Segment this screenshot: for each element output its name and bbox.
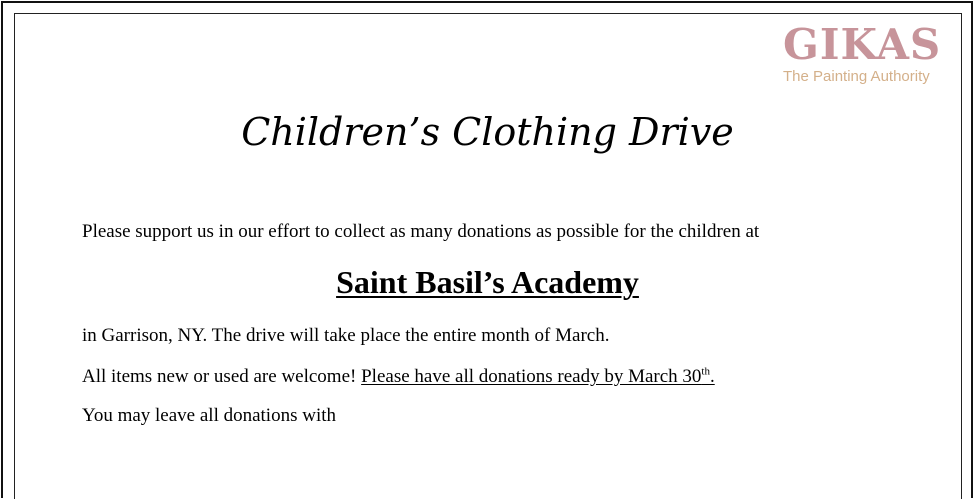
- deadline-ordinal-suffix: th: [701, 365, 710, 378]
- intro-paragraph: Please support us in our effort to collect as many donations as possible for the children at: [82, 221, 760, 242]
- academy-heading: [0, 262, 975, 302]
- items-lead-text: All items new or used are welcome!: [82, 366, 362, 387]
- deadline-text: [361, 366, 715, 387]
- leave-donations-paragraph: You may leave all donations with: [82, 405, 337, 426]
- location-paragraph: in Garrison, NY. The drive will take place the entire month of March.: [82, 325, 610, 346]
- gikas-logo: [775, 20, 945, 86]
- items-paragraph: [82, 366, 715, 388]
- academy-name: Saint Basil’s Academy: [336, 264, 639, 300]
- logo-tagline: The Painting Authority: [783, 68, 930, 85]
- deadline-main: Please have all donations ready by March 30: [361, 366, 702, 387]
- logo-wordmark: GIKAS: [783, 20, 942, 69]
- deadline-period: .: [709, 366, 715, 387]
- page-title: Children’s Clothing Drive: [241, 110, 734, 154]
